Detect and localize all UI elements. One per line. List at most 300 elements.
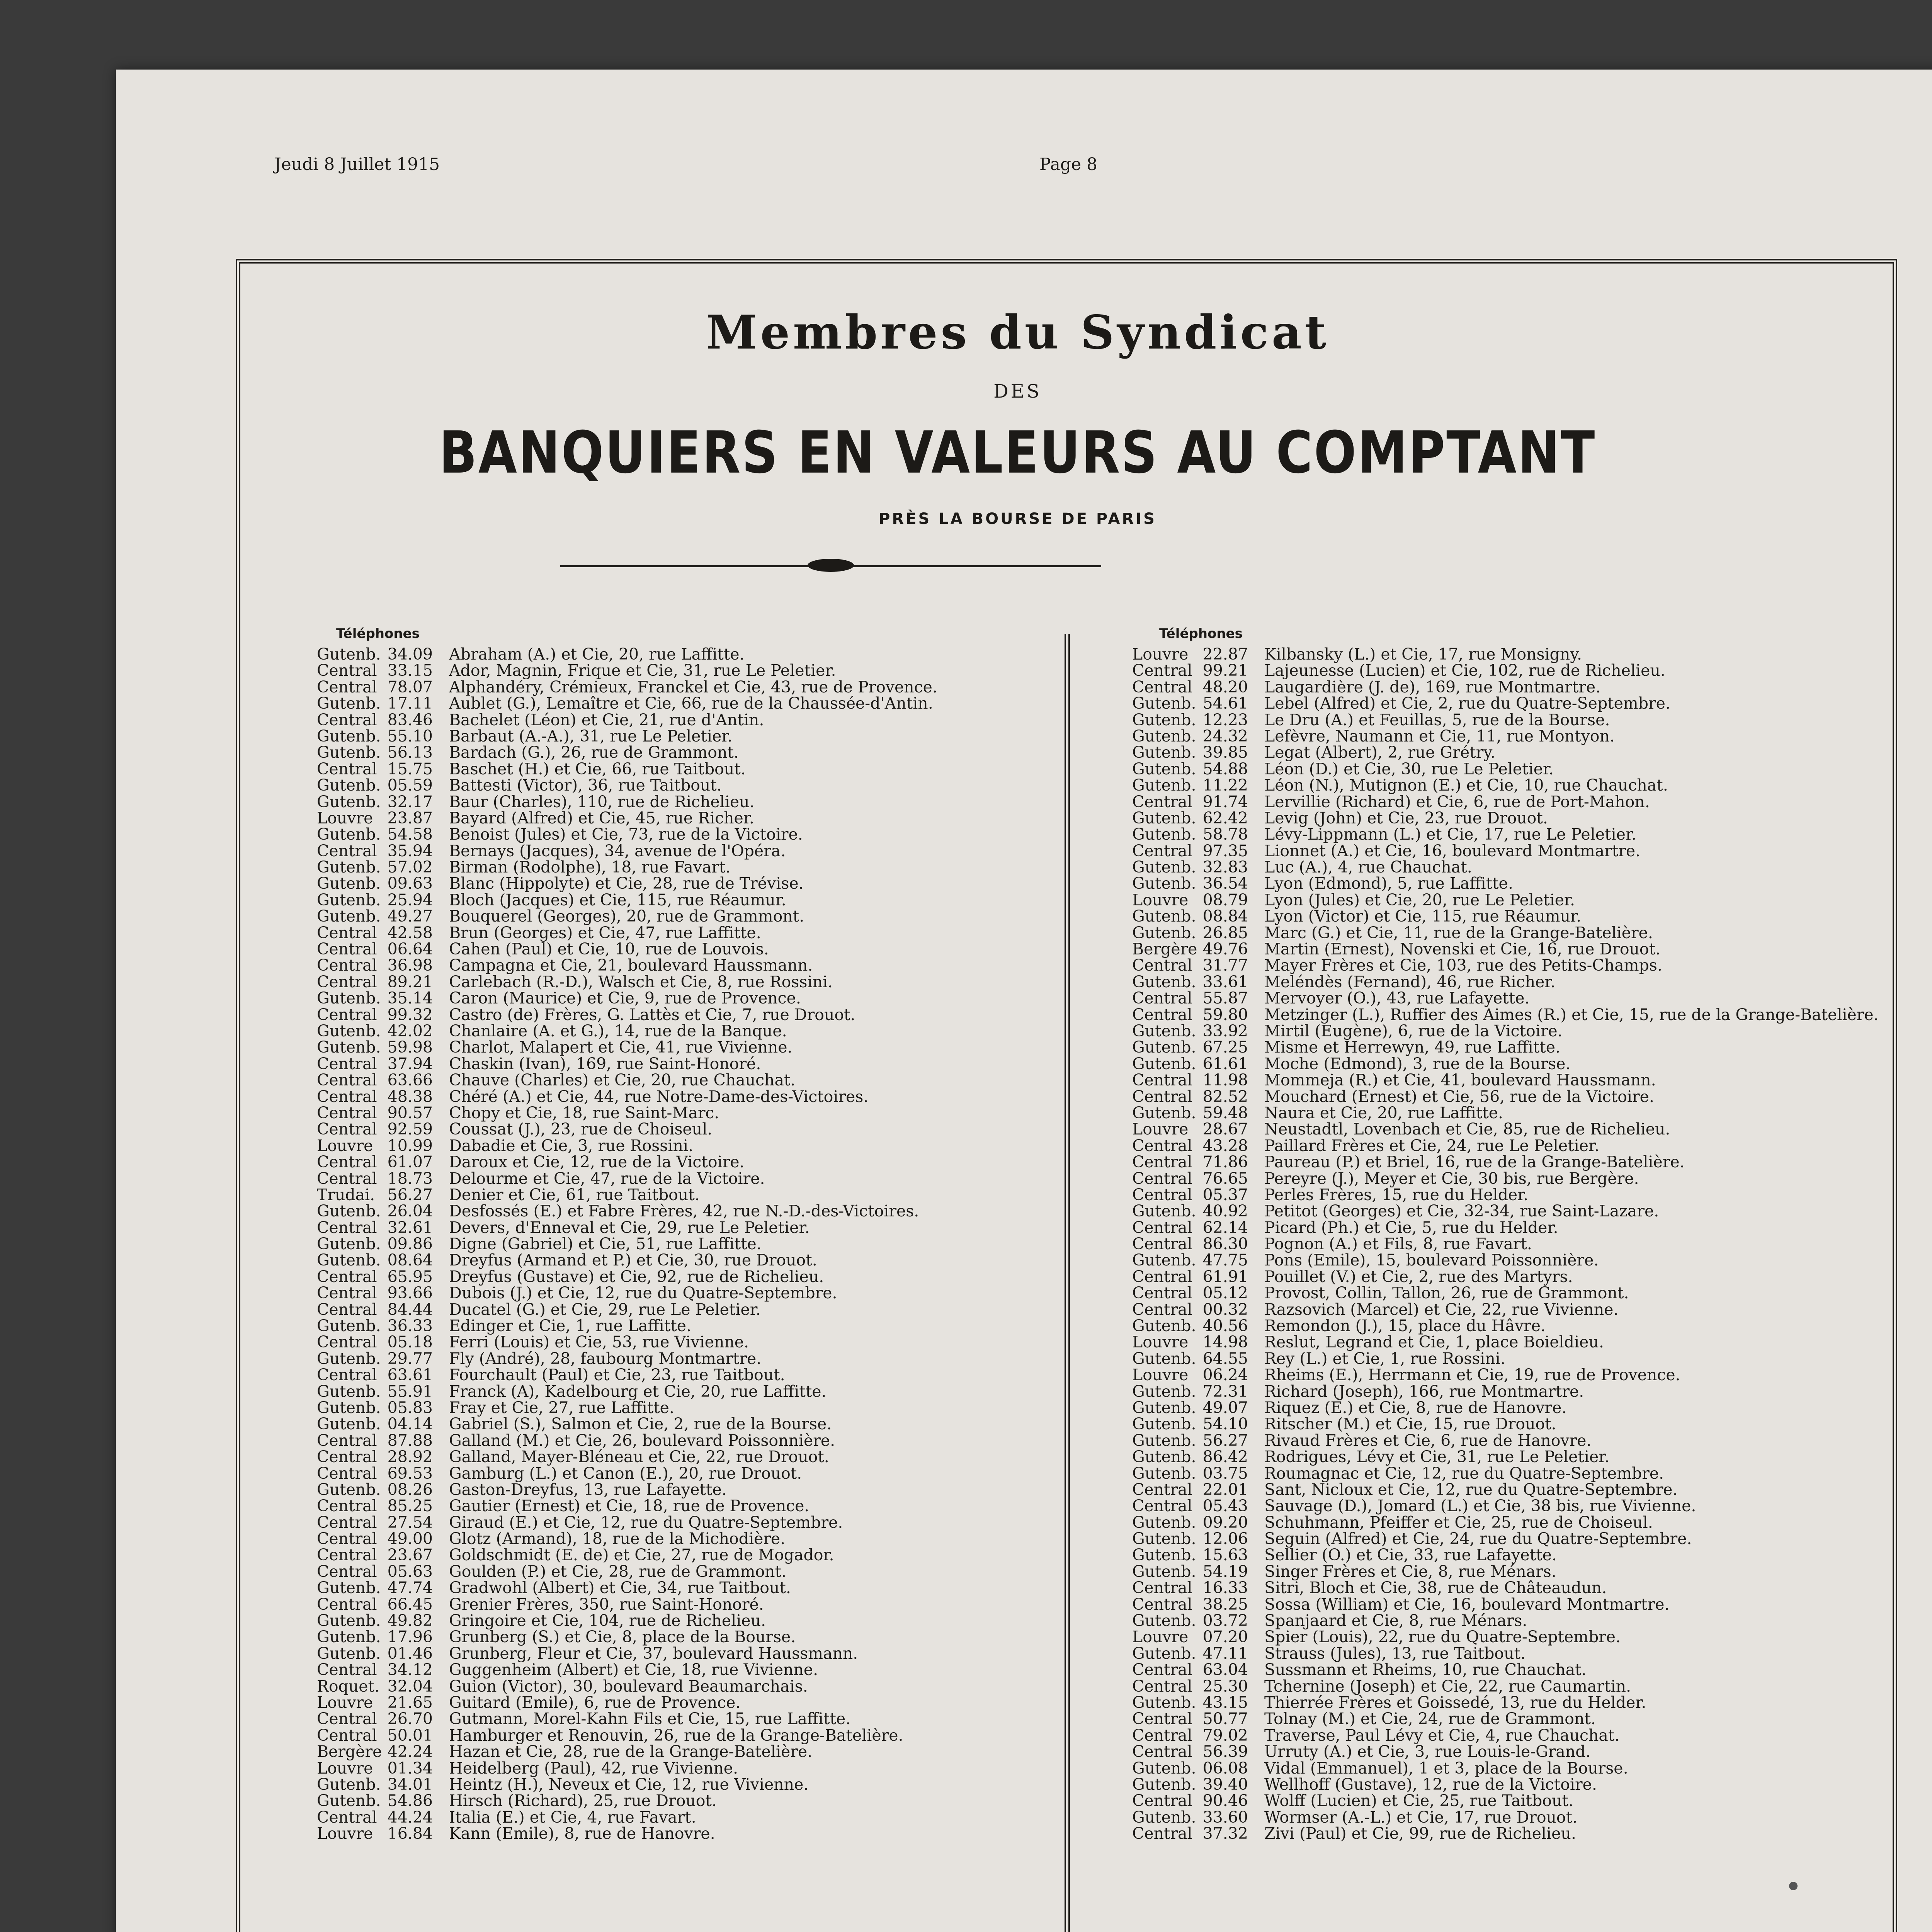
member-exchange: Gutenb.: [1132, 1759, 1196, 1777]
member-entry: [1132, 1432, 1879, 1449]
member-entry: [1132, 1056, 1879, 1072]
member-phone: 43.28: [1202, 1136, 1248, 1155]
member-entry: [1132, 662, 1879, 679]
member-name: Moche (Edmond), 3, rue de la Bourse.: [1264, 1054, 1571, 1073]
member-entry: [317, 1350, 937, 1367]
member-exchange: Central: [1132, 989, 1192, 1008]
member-name: Digne (Gabriel) et Cie, 51, rue Laffitte.: [449, 1235, 762, 1253]
member-name: Mirtil (Eugène), 6, rue de la Victoire.: [1264, 1021, 1563, 1040]
member-name: Benoist (Jules) et Cie, 73, rue de la Victoire.: [449, 825, 803, 844]
member-exchange: Central: [1132, 1742, 1192, 1761]
member-entry: [1132, 695, 1879, 711]
member-name: Lervillie (Richard) et Cie, 6, rue de Port-Mahon.: [1264, 792, 1650, 811]
member-entry: [1132, 1072, 1879, 1088]
member-entry: [317, 1318, 937, 1334]
member-phone: 42.02: [387, 1021, 433, 1040]
member-exchange: Gutenb.: [317, 1480, 381, 1499]
member-phone: 05.59: [387, 776, 433, 795]
member-exchange: Gutenb.: [1132, 1251, 1196, 1270]
member-entry: [1132, 712, 1879, 728]
member-exchange: Central: [317, 1153, 377, 1172]
member-entry: [1132, 1301, 1879, 1318]
member-entry: [317, 908, 937, 924]
member-name: Mervoyer (O.), 43, rue Lafayette.: [1264, 989, 1530, 1008]
member-exchange: Gutenb.: [1132, 825, 1196, 844]
member-exchange: Gutenb.: [317, 1398, 381, 1417]
member-entry: [317, 1170, 937, 1187]
member-entry: [1132, 810, 1879, 826]
member-phone: 36.33: [387, 1316, 433, 1335]
member-name: Pognon (A.) et Fils, 8, rue Favart.: [1264, 1235, 1532, 1253]
member-exchange: Louvre: [317, 1136, 373, 1155]
member-name: Gaston-Dreyfus, 13, rue Lafayette.: [449, 1480, 727, 1499]
member-exchange: Central: [317, 1218, 377, 1237]
member-phone: 35.94: [387, 841, 433, 860]
member-name: Metzinger (L.), Ruffier des Aimes (R.) et Cie, 15, rue de la Grange-Batelière.: [1264, 1005, 1879, 1024]
member-phone: 01.34: [387, 1759, 433, 1777]
member-entry: [317, 1334, 937, 1350]
member-name: Mommeja (R.) et Cie, 41, boulevard Haussmann.: [1264, 1071, 1656, 1090]
member-entry: [317, 941, 937, 957]
member-entry: [1132, 826, 1879, 842]
member-entry: [1132, 1809, 1879, 1825]
member-entry: [317, 859, 937, 875]
member-entry: [317, 990, 937, 1006]
member-exchange: Central: [317, 1726, 377, 1745]
member-name: Legat (Albert), 2, rue Grétry.: [1264, 743, 1495, 762]
member-entry: [1132, 1269, 1879, 1285]
member-name: Urruty (A.) et Cie, 3, rue Louis-le-Grand.: [1264, 1742, 1591, 1761]
member-exchange: Gutenb.: [317, 1251, 381, 1270]
member-entry: [1132, 1498, 1879, 1514]
member-name: Naura et Cie, 20, rue Laffitte.: [1264, 1103, 1503, 1122]
member-phone: 55.91: [387, 1382, 433, 1401]
member-phone: 32.83: [1202, 858, 1248, 877]
member-exchange: Louvre: [1132, 1366, 1189, 1384]
member-exchange: Gutenb.: [1132, 1431, 1196, 1450]
member-name: Tchernine (Joseph) et Cie, 22, rue Caumartin.: [1264, 1677, 1631, 1696]
member-exchange: Gutenb.: [317, 743, 381, 762]
member-phone: 22.87: [1202, 645, 1248, 663]
member-name: Charlot, Malapert et Cie, 41, rue Vivienne.: [449, 1038, 793, 1057]
member-name: Spier (Louis), 22, rue du Quatre-Septembre.: [1264, 1628, 1621, 1646]
member-name: Fly (André), 28, faubourg Montmartre.: [449, 1349, 762, 1368]
member-phone: 25.30: [1202, 1677, 1248, 1696]
member-entry: [317, 1531, 937, 1547]
member-name: Daroux et Cie, 12, rue de la Victoire.: [449, 1153, 745, 1172]
member-name: Devers, d'Enneval et Cie, 29, rue Le Peletier.: [449, 1218, 810, 1237]
member-entry: [1132, 1383, 1879, 1400]
member-phone: 11.98: [1202, 1071, 1248, 1090]
member-phone: 12.06: [1202, 1529, 1248, 1548]
member-exchange: Louvre: [1132, 645, 1189, 663]
member-phone: 56.13: [387, 743, 433, 762]
member-entry: [1132, 1285, 1879, 1301]
member-phone: 58.78: [1202, 825, 1248, 844]
member-exchange: Central: [1132, 1136, 1192, 1155]
member-exchange: Louvre: [1132, 1628, 1189, 1646]
member-name: Grenier Frères, 350, rue Saint-Honoré.: [449, 1595, 764, 1614]
member-entry: [317, 777, 937, 793]
member-phone: 29.77: [387, 1349, 433, 1368]
member-entry: [317, 1187, 937, 1203]
member-exchange: Central: [317, 841, 377, 860]
member-entry: [1132, 941, 1879, 957]
member-exchange: Gutenb.: [317, 1578, 381, 1597]
member-exchange: Central: [317, 1300, 377, 1319]
member-phone: 49.27: [387, 907, 433, 926]
member-exchange: Gutenb.: [1132, 858, 1196, 877]
member-exchange: Central: [317, 1709, 377, 1728]
member-phone: 09.20: [1202, 1513, 1248, 1532]
member-exchange: Gutenb.: [317, 890, 381, 909]
member-exchange: Gutenb.: [317, 1644, 381, 1663]
member-name: Laugardière (J. de), 169, rue Montmartre.: [1264, 677, 1601, 696]
member-exchange: Central: [317, 1529, 377, 1548]
member-entry: [1132, 1449, 1879, 1465]
member-entry: [317, 1416, 937, 1432]
member-name: Abraham (A.) et Cie, 20, rue Laffitte.: [449, 645, 745, 663]
page-number: Page 8: [1039, 155, 1098, 174]
member-exchange: Louvre: [317, 808, 373, 827]
member-name: Italia (E.) et Cie, 4, rue Favart.: [449, 1808, 696, 1827]
member-name: Rheims (E.), Herrmann et Cie, 19, rue de Provence.: [1264, 1366, 1680, 1384]
member-name: Castro (de) Frères, G. Lattès et Cie, 7, rue Drouot.: [449, 1005, 855, 1024]
member-name: Strauss (Jules), 13, rue Taitbout.: [1264, 1644, 1526, 1663]
member-entry: [1132, 1219, 1879, 1236]
member-name: Franck (A), Kadelbourg et Cie, 20, rue Laffitte.: [449, 1382, 827, 1401]
member-entry: [1132, 1334, 1879, 1350]
member-phone: 47.74: [387, 1578, 433, 1597]
member-entry: [1132, 1367, 1879, 1383]
member-phone: 21.65: [387, 1693, 433, 1712]
member-name: Gradwohl (Albert) et Cie, 34, rue Taitbout.: [449, 1578, 791, 1597]
member-entry: [1132, 990, 1879, 1006]
member-name: Bardach (G.), 26, rue de Grammont.: [449, 743, 739, 762]
member-entry: [317, 1252, 937, 1268]
member-name: Singer Frères et Cie, 8, rue Ménars.: [1264, 1562, 1556, 1581]
member-phone: 54.88: [1202, 759, 1248, 778]
member-name: Sant, Nicloux et Cie, 12, rue du Quatre-Septembre.: [1264, 1480, 1678, 1499]
member-phone: 16.33: [1202, 1578, 1248, 1597]
member-entry: [317, 1449, 937, 1465]
member-name: Lyon (Edmond), 5, rue Laffitte.: [1264, 874, 1513, 893]
member-name: Razsovich (Marcel) et Cie, 22, rue Vivienne.: [1264, 1300, 1619, 1319]
member-name: Luc (A.), 4, rue Chauchat.: [1264, 858, 1472, 877]
member-name: Ducatel (G.) et Cie, 29, rue Le Peletier.: [449, 1300, 761, 1319]
member-phone: 93.66: [387, 1284, 433, 1303]
member-name: Schuhmann, Pfeiffer et Cie, 25, rue de Choiseul.: [1264, 1513, 1653, 1532]
title-bourse: PRÈS LA BOURSE DE PARIS: [879, 510, 1156, 528]
member-exchange: Central: [317, 956, 377, 975]
member-exchange: Central: [1132, 792, 1192, 811]
member-phone: 40.92: [1202, 1202, 1248, 1221]
member-phone: 55.87: [1202, 989, 1248, 1008]
member-name: Reslut, Legrand et Cie, 1, place Boieldieu.: [1264, 1333, 1604, 1352]
member-exchange: Gutenb.: [317, 1202, 381, 1221]
member-entry: [317, 1138, 937, 1154]
member-phone: 09.63: [387, 874, 433, 893]
member-entry: [1132, 1743, 1879, 1760]
member-phone: 17.11: [387, 694, 433, 713]
member-phone: 84.44: [387, 1300, 433, 1319]
member-phone: 49.76: [1202, 940, 1248, 959]
member-name: Fourchault (Paul) et Cie, 23, rue Taitbout.: [449, 1366, 785, 1384]
member-phone: 76.65: [1202, 1169, 1248, 1188]
member-entry: [317, 1301, 937, 1318]
member-exchange: Central: [317, 1120, 377, 1139]
member-entry: [1132, 1825, 1879, 1842]
member-entry: [1132, 679, 1879, 695]
member-entry: [1132, 875, 1879, 891]
member-name: Aublet (G.), Lemaître et Cie, 66, rue de la Chaussée-d'Antin.: [449, 694, 933, 713]
member-exchange: Gutenb.: [1132, 1054, 1196, 1073]
member-name: Campagna et Cie, 21, boulevard Haussmann.: [449, 956, 813, 975]
member-name: Lionnet (A.) et Cie, 16, boulevard Montmartre.: [1264, 841, 1641, 860]
member-name: Gringoire et Cie, 104, rue de Richelieu.: [449, 1611, 766, 1630]
member-entry: [317, 1007, 937, 1023]
member-name: Richard (Joseph), 166, rue Montmartre.: [1264, 1382, 1584, 1401]
member-phone: 47.11: [1202, 1644, 1248, 1663]
member-name: Lyon (Victor) et Cie, 115, rue Réaumur.: [1264, 907, 1582, 926]
member-phone: 00.32: [1202, 1300, 1248, 1319]
member-exchange: Gutenb.: [317, 645, 381, 663]
member-entry: [1132, 1138, 1879, 1154]
member-entry: [317, 1563, 937, 1580]
member-phone: 16.84: [387, 1824, 433, 1843]
member-entry: [317, 761, 937, 777]
member-phone: 26.85: [1202, 923, 1248, 942]
member-name: Barbaut (A.-A.), 31, rue Le Peletier.: [449, 726, 733, 745]
member-name: Sossa (William) et Cie, 16, boulevard Montmartre.: [1264, 1595, 1670, 1614]
member-name: Dreyfus (Armand et P.) et Cie, 30, rue Drouot.: [449, 1251, 817, 1270]
member-name: Hamburger et Renouvin, 26, rue de la Grange-Batelière.: [449, 1726, 903, 1745]
member-entry: [1132, 794, 1879, 810]
member-name: Perles Frères, 15, rue du Helder.: [1264, 1185, 1529, 1204]
member-entry: [1132, 1514, 1879, 1531]
member-entry: [317, 1711, 937, 1727]
member-phone: 01.46: [387, 1644, 433, 1663]
member-entry: [317, 1105, 937, 1121]
member-exchange: Gutenb.: [1132, 1398, 1196, 1417]
member-exchange: Central: [317, 1103, 377, 1122]
member-exchange: Central: [1132, 1709, 1192, 1728]
member-exchange: Gutenb.: [1132, 1611, 1196, 1630]
member-name: Léon (D.) et Cie, 30, rue Le Peletier.: [1264, 759, 1554, 778]
member-exchange: Central: [317, 1366, 377, 1384]
member-entry: [317, 1727, 937, 1743]
member-entry: [317, 1383, 937, 1400]
member-phone: 07.20: [1202, 1628, 1248, 1646]
member-name: Goulden (P.) et Cie, 28, rue de Grammont.: [449, 1562, 787, 1581]
member-name: Hirsch (Richard), 25, rue Drouot.: [449, 1791, 717, 1810]
member-entry: [317, 843, 937, 859]
member-name: Dubois (J.) et Cie, 12, rue du Quatre-Septembre.: [449, 1284, 837, 1303]
member-phone: 18.73: [387, 1169, 433, 1188]
member-exchange: Central: [1132, 1153, 1192, 1172]
member-exchange: Gutenb.: [317, 726, 381, 745]
member-exchange: Gutenb.: [1132, 1202, 1196, 1221]
member-phone: 71.86: [1202, 1153, 1248, 1172]
member-exchange: Central: [317, 677, 377, 696]
member-entry: [317, 1269, 937, 1285]
member-entry: [317, 1629, 937, 1645]
member-entry: [1132, 1416, 1879, 1432]
member-exchange: Bergère: [317, 1742, 382, 1761]
member-name: Ritscher (M.) et Cie, 15, rue Drouot.: [1264, 1415, 1556, 1434]
member-name: Birman (Rodolphe), 18, rue Favart.: [449, 858, 731, 877]
member-phone: 36.98: [387, 956, 433, 975]
member-name: Lefèvre, Naumann et Cie, 11, rue Montyon.: [1264, 726, 1615, 745]
member-entry: [1132, 1760, 1879, 1776]
member-entry: [317, 1678, 937, 1694]
member-name: Dreyfus (Gustave) et Cie, 92, rue de Richelieu.: [449, 1267, 824, 1286]
member-entry: [1132, 744, 1879, 760]
member-phone: 36.54: [1202, 874, 1248, 893]
member-name: Baur (Charles), 110, rue de Richelieu.: [449, 792, 755, 811]
member-exchange: Central: [317, 972, 377, 991]
member-entry: [317, 794, 937, 810]
member-entry: [317, 1498, 937, 1514]
member-exchange: Gutenb.: [317, 1349, 381, 1368]
member-entry: [317, 1367, 937, 1383]
member-entry: [317, 1056, 937, 1072]
telephones-header-right: Téléphones: [1159, 626, 1243, 641]
member-name: Gabriel (S.), Salmon et Cie, 2, rue de la Bourse.: [449, 1415, 832, 1434]
member-entry: [1132, 761, 1879, 777]
member-exchange: Gutenb.: [1132, 1415, 1196, 1434]
member-phone: 33.15: [387, 661, 433, 680]
member-name: Bachelet (Léon) et Cie, 21, rue d'Antin.: [449, 710, 764, 729]
member-exchange: Gutenb.: [317, 1611, 381, 1630]
member-exchange: Louvre: [317, 1759, 373, 1777]
member-phone: 33.61: [1202, 972, 1248, 991]
member-entry: [317, 1219, 937, 1236]
member-exchange: Gutenb.: [1132, 1349, 1196, 1368]
member-exchange: Gutenb.: [1132, 743, 1196, 762]
member-exchange: Central: [317, 1005, 377, 1024]
member-phone: 33.60: [1202, 1808, 1248, 1827]
member-entry: [1132, 777, 1879, 793]
member-exchange: Gutenb.: [317, 1382, 381, 1401]
member-exchange: Central: [317, 940, 377, 959]
member-exchange: Trudai.: [317, 1185, 375, 1204]
member-name: Léon (N.), Mutignon (E.) et Cie, 10, rue Chauchat.: [1264, 776, 1668, 795]
member-exchange: Central: [317, 1054, 377, 1073]
member-entry: [1132, 728, 1879, 744]
member-phone: 99.21: [1202, 661, 1248, 680]
member-phone: 86.42: [1202, 1447, 1248, 1466]
member-exchange: Gutenb.: [1132, 1316, 1196, 1335]
member-phone: 54.10: [1202, 1415, 1248, 1434]
member-phone: 33.92: [1202, 1021, 1248, 1040]
member-name: Fray et Cie, 27, rue Laffitte.: [449, 1398, 674, 1417]
member-exchange: Gutenb.: [317, 1021, 381, 1040]
member-name: Chanlaire (A. et G.), 14, rue de la Banque.: [449, 1021, 787, 1040]
member-exchange: Central: [1132, 1071, 1192, 1090]
member-name: Glotz (Armand), 18, rue de la Michodière.: [449, 1529, 786, 1548]
member-exchange: Gutenb.: [317, 1628, 381, 1646]
member-phone: 62.14: [1202, 1218, 1248, 1237]
member-exchange: Gutenb.: [317, 1235, 381, 1253]
member-name: Lévy-Lippmann (L.) et Cie, 17, rue Le Peletier.: [1264, 825, 1636, 844]
member-entry: [1132, 1252, 1879, 1268]
member-phone: 55.10: [387, 726, 433, 745]
member-entry: [1132, 1580, 1879, 1596]
member-phone: 28.67: [1202, 1120, 1248, 1139]
ornament-center: [808, 559, 854, 572]
member-phone: 48.20: [1202, 677, 1248, 696]
member-entry: [1132, 892, 1879, 908]
member-exchange: Central: [317, 1447, 377, 1466]
member-phone: 54.19: [1202, 1562, 1248, 1581]
member-entry: [317, 1023, 937, 1039]
member-entry: [1132, 1711, 1879, 1727]
member-phone: 57.02: [387, 858, 433, 877]
member-entry: [317, 1088, 937, 1105]
member-phone: 59.80: [1202, 1005, 1248, 1024]
member-phone: 50.01: [387, 1726, 433, 1745]
member-phone: 69.53: [387, 1464, 433, 1483]
member-phone: 32.17: [387, 792, 433, 811]
member-name: Chopy et Cie, 18, rue Saint-Marc.: [449, 1103, 719, 1122]
member-exchange: Central: [1132, 661, 1192, 680]
member-exchange: Gutenb.: [1132, 759, 1196, 778]
member-name: Grunberg (S.) et Cie, 8, place de la Bourse.: [449, 1628, 796, 1646]
member-exchange: Central: [317, 923, 377, 942]
member-name: Coussat (J.), 23, rue de Choiseul.: [449, 1120, 713, 1139]
member-name: Lajeunesse (Lucien) et Cie, 102, rue de Richelieu.: [1264, 661, 1665, 680]
member-phone: 08.64: [387, 1251, 433, 1270]
member-exchange: Gutenb.: [1132, 1382, 1196, 1401]
member-phone: 63.66: [387, 1071, 433, 1090]
member-exchange: Gutenb.: [1132, 923, 1196, 942]
member-phone: 05.18: [387, 1333, 433, 1352]
member-exchange: Central: [1132, 1005, 1192, 1024]
member-exchange: Central: [317, 1284, 377, 1303]
member-entry: [317, 957, 937, 973]
member-exchange: Gutenb.: [317, 694, 381, 713]
member-entry: [1132, 859, 1879, 875]
member-exchange: Gutenb.: [1132, 1529, 1196, 1548]
member-phone: 38.25: [1202, 1595, 1248, 1614]
member-name: Provost, Collin, Tallon, 26, rue de Grammont.: [1264, 1284, 1629, 1303]
member-exchange: Central: [1132, 677, 1192, 696]
member-entry: [317, 1776, 937, 1793]
member-entry: [317, 1743, 937, 1760]
member-entry: [317, 1465, 937, 1481]
member-name: Guggenheim (Albert) et Cie, 18, rue Vivienne.: [449, 1660, 818, 1679]
member-entry: [1132, 1039, 1879, 1055]
member-name: Dabadie et Cie, 3, rue Rossini.: [449, 1136, 693, 1155]
member-name: Levig (John) et Cie, 23, rue Drouot.: [1264, 808, 1548, 827]
member-exchange: Gutenb.: [1132, 1546, 1196, 1565]
member-name: Rivaud Frères et Cie, 6, rue de Hanovre.: [1264, 1431, 1592, 1450]
member-phone: 05.63: [387, 1562, 433, 1581]
ink-spot: [1789, 1882, 1798, 1890]
member-phone: 54.58: [387, 825, 433, 844]
member-entry: [1132, 908, 1879, 924]
member-phone: 47.75: [1202, 1251, 1248, 1270]
member-phone: 99.32: [387, 1005, 433, 1024]
member-phone: 37.94: [387, 1054, 433, 1073]
member-exchange: Central: [317, 1595, 377, 1614]
member-name: Sussmann et Rheims, 10, rue Chauchat.: [1264, 1660, 1587, 1679]
member-phone: 37.32: [1202, 1824, 1248, 1843]
member-exchange: Gutenb.: [1132, 1464, 1196, 1483]
member-exchange: Louvre: [1132, 1120, 1189, 1139]
member-phone: 04.14: [387, 1415, 433, 1434]
